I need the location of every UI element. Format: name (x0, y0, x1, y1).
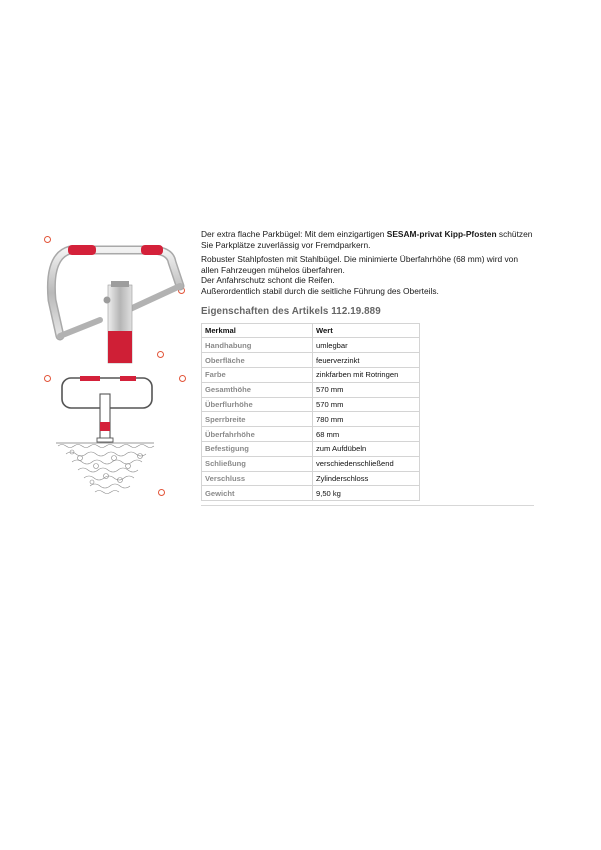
properties-table (201, 323, 420, 502)
property-key: Gewicht (202, 486, 313, 501)
technical-drawing-icon (0, 372, 200, 522)
intro-paragraph: Der extra flache Parkbügel: Mit dem einzigartigen SESAM-privat Kipp-Pfosten schützen Sie Parkplätze zuverlässig vor Fremdparkern. (201, 229, 533, 250)
property-value: 68 mm (313, 427, 420, 442)
table-row (202, 486, 420, 501)
property-value: 570 mm (313, 397, 420, 412)
feature-line: Der Anfahrschutz schont die Reifen. (201, 275, 335, 286)
properties-title: Eigenschaften des Artikels 112.19.889 (201, 305, 381, 317)
property-value: zum Aufdübeln (313, 441, 420, 456)
property-value: 780 mm (313, 412, 420, 427)
table-row (202, 456, 420, 471)
table-row (202, 382, 420, 397)
column-header-key: Merkmal (202, 323, 313, 338)
property-key: Überflurhöhe (202, 397, 313, 412)
property-key: Verschluss (202, 471, 313, 486)
column-header-value: Wert (313, 323, 420, 338)
feature-line: Außerordentlich stabil durch die seitliche Führung des Oberteils. (201, 285, 439, 296)
product-description (201, 229, 536, 501)
product-name: SESAM-privat Kipp-Pfosten (386, 229, 497, 239)
product-figures (0, 0, 200, 850)
table-row (202, 397, 420, 412)
table-row (202, 412, 420, 427)
property-key: Farbe (202, 367, 313, 382)
property-key: Überfahrhöhe (202, 427, 313, 442)
table-row (202, 367, 420, 382)
table-row (202, 471, 420, 486)
property-value: Zylinderschloss (313, 471, 420, 486)
table-row (202, 353, 420, 368)
property-value: verschiedenschließend (313, 456, 420, 471)
features-paragraph (201, 254, 536, 296)
property-key: Handhabung (202, 338, 313, 353)
table-row (202, 338, 420, 353)
property-key: Gesamthöhe (202, 382, 313, 397)
property-value: 570 mm (313, 382, 420, 397)
property-value: feuerverzinkt (313, 353, 420, 368)
property-key: Sperrbreite (202, 412, 313, 427)
property-key: Befestigung (202, 441, 313, 456)
property-key: Oberfläche (202, 353, 313, 368)
property-value: 9,50 kg (313, 486, 420, 501)
table-row (202, 441, 420, 456)
table-header-row (202, 323, 420, 338)
divider (201, 505, 534, 506)
property-value: zinkfarben mit Rotringen (313, 367, 420, 382)
feature-line: Robuster Stahlpfosten mit Stahlbügel. Die minimierte Überfahrhöhe (68 mm) wird von allen Fahrzeugen mühelos überfahren. (201, 254, 518, 275)
property-key: Schließung (202, 456, 313, 471)
product-photo (0, 0, 200, 380)
table-row (202, 427, 420, 442)
property-value: umlegbar (313, 338, 420, 353)
